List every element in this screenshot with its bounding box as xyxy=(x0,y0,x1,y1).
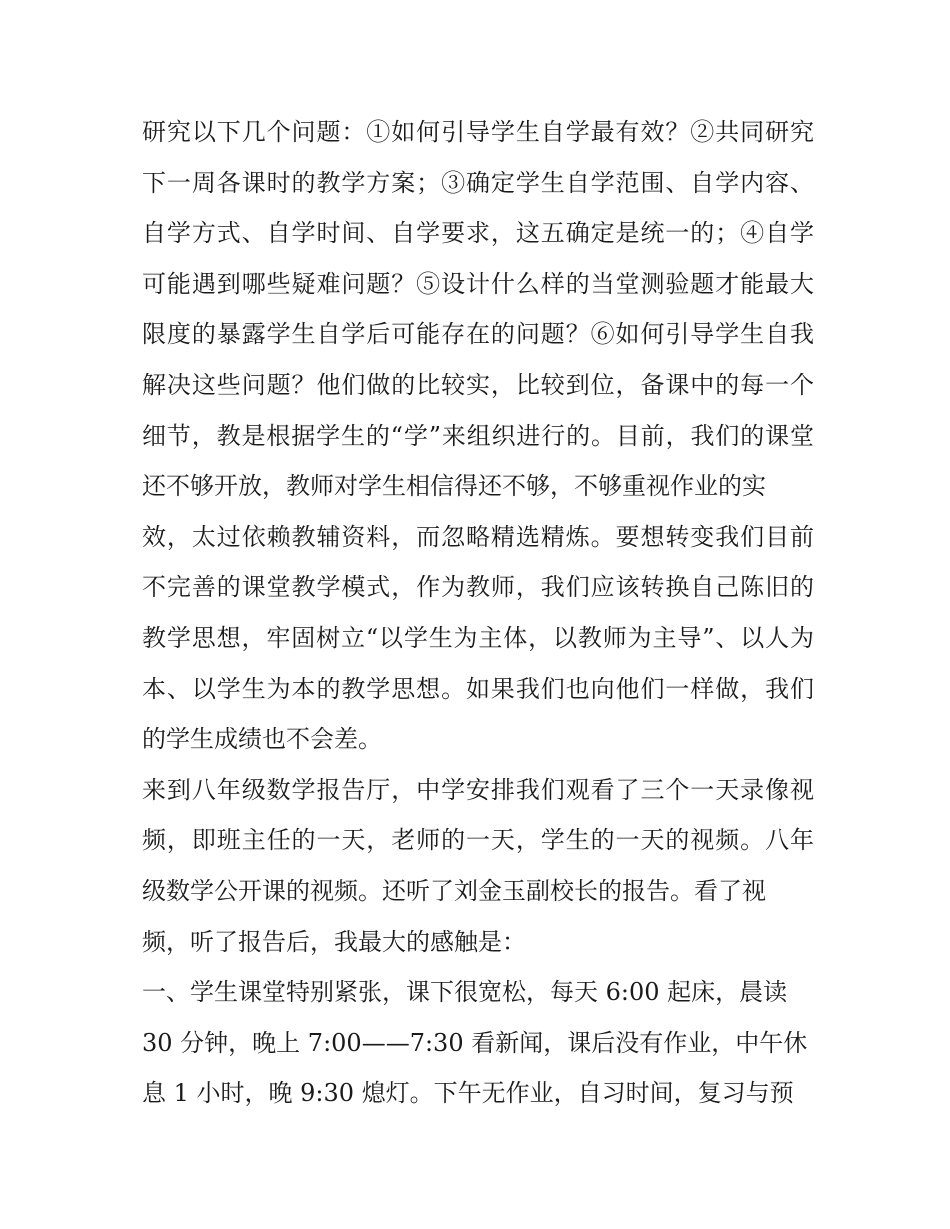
text-line: 来到八年级数学报告厅，中学安排我们观看了三个一天录像视 xyxy=(142,775,814,804)
text-line: 30 分钟，晚上 7:00——7:30 看新闻，课后没有作业，中午休 xyxy=(142,1028,808,1057)
text-line: 细节，教是根据学生的“学”来组织进行的。目前，我们的课堂 xyxy=(142,421,814,450)
text-line: 一、学生课堂特别紧张，课下很宽松，每天 6:00 起床，晨读 xyxy=(142,978,788,1007)
text-line: 效，太过依赖教辅资料，而忽略精选精炼。要想转变我们目前 xyxy=(142,522,814,551)
body-text xyxy=(142,107,814,1119)
text-line: 不完善的课堂教学模式，作为教师，我们应该转换自己陈旧的 xyxy=(142,573,814,602)
text-line: 研究以下几个问题：①如何引导学生自学最有效？②共同研究 xyxy=(142,118,814,146)
text-line: 本、以学生为本的教学思想。如果我们也向他们一样做，我们 xyxy=(142,674,814,703)
text-line: 息 1 小时，晚 9:30 熄灯。下午无作业，自习时间，复习与预 xyxy=(142,1079,794,1108)
text-line: 还不够开放，教师对学生相信得还不够，不够重视作业的实 xyxy=(142,472,766,501)
text-line: 自学方式、自学时间、自学要求，这五确定是统一的；④自学 xyxy=(142,219,814,248)
text-line: 频，听了报告后，我最大的感触是： xyxy=(142,927,526,956)
text-line: 限度的暴露学生自学后可能存在的问题？⑥如何引导学生自我 xyxy=(142,320,814,349)
text-line: 可能遇到哪些疑难问题？⑤设计什么样的当堂测验题才能最大 xyxy=(142,269,814,298)
text-line: 解决这些问题？他们做的比较实，比较到位，备课中的每一个 xyxy=(142,370,814,399)
text-line: 教学思想，牢固树立“以学生为主体，以教师为主导”、以人为 xyxy=(142,623,814,652)
text-line: 的学生成绩也不会差。 xyxy=(142,725,382,754)
text-line: 级数学公开课的视频。还听了刘金玉副校长的报告。看了视 xyxy=(142,876,766,905)
text-line: 频，即班主任的一天，老师的一天，学生的一天的视频。八年 xyxy=(142,826,814,855)
text-line: 下一周各课时的教学方案；③确定学生自学范围、自学内容、 xyxy=(142,168,814,197)
